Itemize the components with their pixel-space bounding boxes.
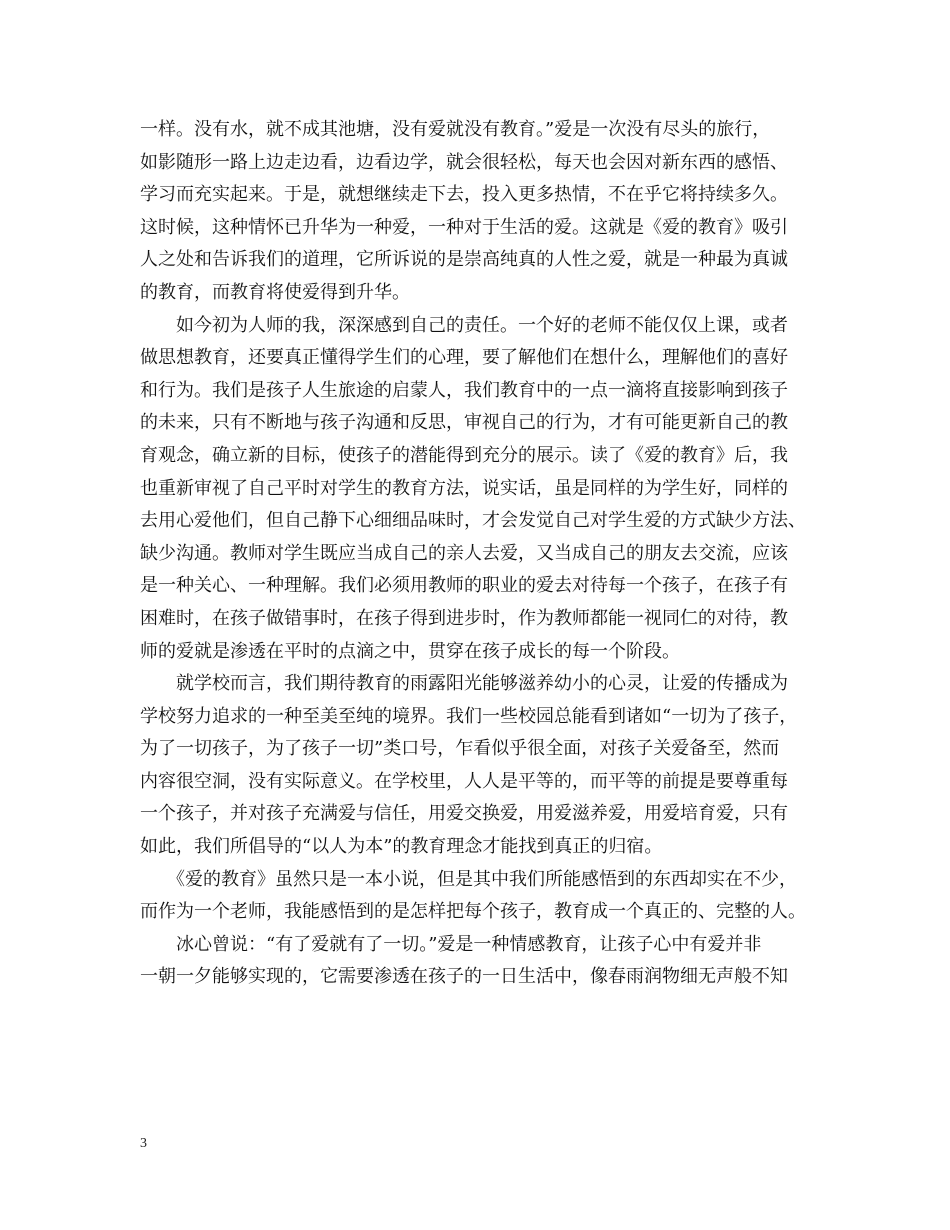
text-line: 和行为。我们是孩子人生旅途的启蒙人，我们教育中的一点一滴将直接影响到孩子 (140, 379, 788, 401)
text-line: 一朝一夕能够实现的，它需要渗透在孩子的一日生活中，像春雨润物细无声般不知 (140, 966, 788, 988)
text-line: 为了一切孩子，为了孩子一切”类口号，乍看似乎很全面，对孩子关爱备至，然而 (140, 738, 780, 760)
text-line: 一样。没有水，就不成其池塘，没有爱就没有教育。”爱是一次没有尽头的旅行， (140, 119, 771, 140)
text-line: 如今初为人师的我，深深感到自己的责任。一个好的老师不能仅仅上课，或者 (140, 314, 788, 336)
text-line: 育观念，确立新的目标，使孩子的潜能得到充分的展示。读了《爱的教育》后，我 (140, 444, 788, 466)
text-line: 是一种关心、一种理解。我们必须用教师的职业的爱去对待每一个孩子，在孩子有 (140, 575, 788, 597)
text-line: 这时候，这种情怀已升华为一种爱，一种对于生活的爱。这就是《爱的教育》吸引 (140, 216, 788, 238)
text-line: 就学校而言，我们期待教育的雨露阳光能够滋养幼小的心灵，让爱的传播成为 (140, 673, 788, 695)
text-line: 学校努力追求的一种至美至纯的境界。我们一些校园总能看到诸如“一切为了孩子， (140, 705, 798, 727)
text-line: 去用心爱他们，但自己静下心细细品味时，才会发觉自己对学生爱的方式缺少方法、 (140, 510, 806, 532)
body-text (140, 114, 830, 994)
text-line: 困难时，在孩子做错事时，在孩子得到进步时，作为教师都能一视同仁的对待，教 (140, 607, 788, 629)
text-line: 而作为一个老师，我能感悟到的是怎样把每个孩子，教育成一个真正的、完整的人。 (140, 901, 806, 923)
text-line: 人之处和告诉我们的道理，它所诉说的是崇高纯真的人性之爱，就是一种最为真诚 (140, 249, 788, 271)
page-number: 3 (140, 1136, 147, 1151)
text-line: 一个孩子，并对孩子充满爱与信任，用爱交换爱，用爱滋养爱，用爱培育爱，只有 (140, 803, 788, 825)
text-line: 学习而充实起来。于是，就想继续走下去，投入更多热情，不在乎它将持续多久。 (140, 184, 788, 206)
text-line: 《爱的教育》虽然只是一本小说，但是其中我们所能感悟到的东西却实在不少， (140, 868, 797, 890)
text-line: 如此，我们所倡导的“以人为本”的教育理念才能找到真正的归宿。 (140, 836, 663, 858)
text-line: 的教育，而教育将使爱得到升华。 (140, 281, 410, 303)
text-line: 缺少沟通。教师对学生既应当成自己的亲人去爱，又当成自己的朋友去交流，应该 (140, 542, 788, 564)
text-line: 也重新审视了自己平时对学生的教育方法，说实话，虽是同样的为学生好，同样的 (140, 477, 788, 499)
text-line: 做思想教育，还要真正懂得学生们的心理，要了解他们在想什么，理解他们的喜好 (140, 347, 788, 369)
text-line: 的未来，只有不断地与孩子沟通和反思，审视自己的行为，才有可能更新自己的教 (140, 412, 788, 434)
text-line: 如影随形一路上边走边看，边看边学，就会很轻松，每天也会因对新东西的感悟、 (140, 151, 788, 173)
text-line: 冰心曾说：“有了爱就有了一切。”爱是一种情感教育，让孩子心中有爱并非 (140, 933, 762, 955)
text-line: 师的爱就是渗透在平时的点滴之中，贯穿在孩子成长的每一个阶段。 (140, 640, 680, 662)
text-line: 内容很空洞，没有实际意义。在学校里，人人是平等的，而平等的前提是要尊重每 (140, 770, 788, 792)
